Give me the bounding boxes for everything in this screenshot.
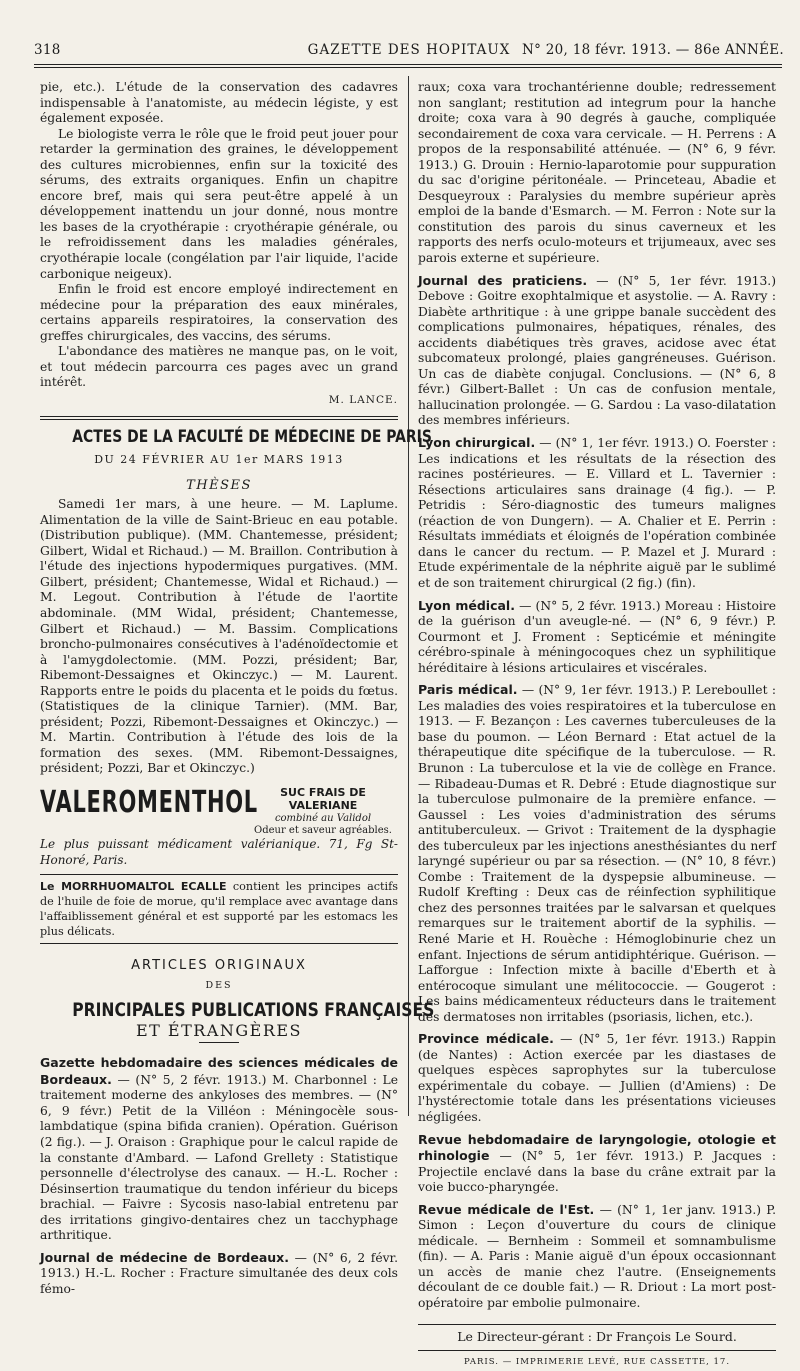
theses-text: Samedi 1er mars, à une heure. — M. Laplume. Alimentation de la ville de Saint-Brieuc en eau potable. (Distribution publique). (MM. Chantemesse, président; Gilbert, Widal et Richaud.) — M. Braillon. Contribution à l'étude des injections hypodermiques purgatives. (MM. Gilbert, président; Chantemesse, Widal et Richaud.) — M. Legout. Contribution à l'étude de l'aortite abdominale. (MM Widal, président; Chantemesse, Gilbert et Richaud.) — M. Bassim. Complications broncho-pulmonaires consécutives à l'adénoïdectomie et à l'amygdolectomie. (MM. Pozzi, président; Bar, Ribemont-Dessaignes et Okinczyc.) — M. Laurent. Rapports entre le poids du placenta et le poids du fœtus. (Statistiques de la clinique Tarnier). (MM. Bar, président; Pozzi, Ribemont-Dessaignes et Okinczyc.) — M. Martin. Contribution à l'étude des lois de la formation des sexes. (MM. Ribemont-Dessaignes, président; Pozzi, Bar et Okinczyc.) (40, 497, 398, 776)
list-item (418, 1202, 776, 1312)
printer-line: PARIS. — IMPRIMERIE LEVÉ, RUE CASSETTE, 17. (418, 1350, 776, 1371)
journal-name: Journal des praticiens. (418, 272, 588, 288)
entry-text: — (N° 5, 2 févr. 1913.) Moreau : Histoire de la guérison d'un aveugle-né. — (N° 6, 9 févr.) P. Courmont et J. Froment : Septicémie et méningite cérébro-spinale à méningocoques chez un syphilitique héréditaire à lésions articulaires et viscérales. (418, 598, 776, 675)
intro-paragraph: Le biologiste verra le rôle que le froid peut jouer pour retarder la germination des graines, le développement des cultures microbiennes, enfin sur la toxicité des sérums, des extraits organiques. Enfin un chapitre encore bref, mais qui sera peut-être appelé à un développement inattendu un jour donné, nous montre les bases de la cryothérapie : cryothérapie générale, ou le refroidissement dans les maladies générales, cryothérapie locale (congélation par l'air liquide, l'acide carbonique neigeux). (40, 126, 398, 281)
list-item (40, 1250, 398, 1298)
theses-heading: THÈSES (186, 477, 252, 493)
entry-text: — (N° 9, 1er févr. 1913.) P. Lereboullet : Les maladies des voies respiratoires et la tuberculose en 1913. — F. Bezançon : Les cavernes tuberculeuses de la base du poumon. — Léon Bernard : Etat actuel de la thérapeutique dite spécifique de la tuberculose. — R. Brunon : La tuberculose et la vie de collège en France. — Ribadeau-Dumas et R. Debré : Etude diagnostique sur la tuberculose pulmonaire de la première enfance. — Gaussel : Les voies d'administration des sérums antituberculeux. — Grivot : Traitement de la dysphagie des tuberculeux par les injections anesthésiantes du nerf laryngé supérieur ou par sa résection. — (N° 10, 8 févr.) Combe : Traitement de la dyspepsie albumineuse. — Rudolf Krefting : Deux cas de réinfection syphilitique chez des personnes traitées par le salvarsan et quelques remarques sur le traitement abortif de la syphilis. — René Marie et H. Rouèche : Hémoglobinurie chez un enfant. Injections de sérum antidiphtérique. Guérison. — Lafforgue : Infection mixte à bacille d'Eberth et à entérocoque simulant une mélitococcie. — Gougerot : Les bains médicamenteux réducteurs dans le traitement des dermatoses non irritables (psoriasis, lichen, etc.). (418, 683, 776, 1024)
morrhuomaltol-ad (40, 874, 398, 944)
list-item (418, 682, 776, 1025)
intro-paragraph: pie, etc.). L'étude de la conservation des cadavres indispensable à l'anatomiste, au médecin légiste, y est également exposée. (40, 80, 398, 126)
header-rule-bottom (34, 67, 782, 68)
entry-text: raux; coxa vara trochantérienne double; redressement non sanglant; restitution ad integrum pour la hanche droite; coxa vara à 90 degrés à gauche, compliquée secondairement de coxa vara cervicale. — H. Perrens : A propos de la responsabilité atténuée. — (N° 6, 9 févr. 1913.) G. Drouin : Hernio-laparotomie pour suppuration du sac d'origine péritonéale. — Princeteau, Abadie et Desqueyroux : Paralysies du membre supérieur après emploi de la bande d'Esmarch. — M. Ferron : Note sur la constitution des parois du sinus caverneux et les rapports des nerfs oculo-moteurs et trijumeaux, avec ses parois externe et supérieure. (418, 80, 776, 266)
ad-side-text (248, 787, 398, 837)
entry-text: — (N° 5, 1er févr. 1913.) P. Jacques : Projectile enclavé dans la base du crâne extrait par la voie bucco-pharyngée. (418, 1149, 776, 1195)
ad-slogan: Le plus puissant médicament valérianique. 71, Fg St-Honoré, Paris. (40, 836, 398, 867)
morrhuo-name: Le MORRHUOMALTOL ECALLE (40, 880, 227, 894)
short-rule (199, 1042, 239, 1043)
journal-name: Lyon chirurgical. (418, 435, 536, 451)
list-item (418, 1031, 776, 1125)
intro-paragraph: Enfin le froid est encore employé indirectement en médecine pour la préparation des eaux minérales, certains appareils respiratoires, la conservation des greffes chirurgicales, des vaccins, des sérums. (40, 282, 398, 343)
left-column (40, 80, 435, 1303)
list-item (418, 598, 776, 677)
ad-line2: combiné au Validol (274, 812, 372, 824)
list-item (418, 1132, 776, 1196)
entry-text: — (N° 1, 1er févr. 1913.) O. Foerster : Les indications et les résultats de la résection des racines postérieures. — E. Villard et L. Tavernier : Résections articulaires sans drainage (4 fig.). — P. Petridis : Séro-diagnostic des tumeurs malignes (réaction de von Dungern). — A. Chalier et E. Perrin : Résultats immédiats et éloignés de l'opération combinée dans le cancer du rectum. — P. Mazel et J. Murard : Etude expérimentale de la néphrite aiguë par le sublimé et de son traitement chirurgical (2 fig.) (fin). (418, 436, 776, 590)
journal-title: GAZETTE DES HOPITAUX (307, 42, 511, 58)
des-label: DES (205, 979, 233, 991)
articles-heading: ARTICLES ORIGINAUX (131, 958, 307, 974)
journal-name: Journal de médecine de Bordeaux. (40, 1249, 289, 1265)
journal-name: Gazette hebdomadaire des sciences médicales de Bordeaux. (40, 1055, 398, 1087)
review-signature: M. LANCE. (328, 393, 398, 406)
morrhuo-text: contient les principes actifs de l'huile de foie de morue, qu'il remplace avec avantage dans l'affaiblissement général et est supporté par les estomacs les plus délicats. (40, 880, 398, 939)
director-line: Le Directeur-gérant : Dr François Le Sourd. (418, 1324, 776, 1345)
etrangeres-title: ET ÉTRANGÈRES (135, 1020, 303, 1040)
entry-text: — (N° 5, 2 févr. 1913.) M. Charbonnel : Le traitement moderne des ankyloses des membres. — (N° 6, 9 févr.) Petit de la Villéon : Méningocèle sous-lambdatique (spina bifida cranien). Opération. Guérison (2 fig.). — J. Oraison : Graphique pour le calcul rapide de la constante d'Ambard. — Lafond Grellety : Statistique personnelle d'électrolyse des canaux. — H.-L. Rocher : Désinsertion traumatique du tendon inférieur du biceps brachial. — Faivre : Sycosis naso-labial entretenu par des irritations gingivo-dentaires chez un tacchyphage arthritique. (40, 1072, 398, 1243)
ad-brand: VALEROMENTHOL (40, 784, 258, 820)
entry-text: — (N° 5, 1er févr. 1913.) Debove : Goitre exophtalmique et asystolie. — A. Ravry : Diabète arthritique : à une grippe banale succèdent des complications pulmonaires, hépatiques, rénales, des accidents diabétiques très graves, acidose avec état subcomateux prolongé, plaies gangréneuses. Guérison. Un cas de diabète conjugal. Conclusions. — (N° 6, 8 févr.) Gilbert-Ballet : Un cas de confusion mentale, hallucination prolongée. — G. Sardou : La vaso-dilatation des membres inférieurs. (418, 273, 776, 428)
journal-name: Lyon médical. (418, 597, 515, 613)
list-item (40, 1055, 398, 1244)
intro-paragraph: L'abondance des matières ne manque pas, on le voit, et tout médecin parcourra ces pages avec un grand intérêt. (40, 344, 398, 390)
page-header (34, 42, 784, 58)
issue-line: N° 20, 18 févr. 1913. — 86e ANNÉE. (521, 42, 784, 58)
entry-text: — (N° 5, 1er févr. 1913.) Rappin (de Nantes) : Action exercée par les diastases de quelques espèces saprophytes sur la tuberculose expérimentale du cobaye. — Jullien (d'Amiens) : De l'hystérectomie totale dans les présentations vicieuses négligées. (418, 1032, 776, 1124)
column-divider (408, 76, 409, 1116)
page-number: 318 (34, 42, 61, 58)
journal-name: Revue hebdomadaire de laryngologie, otologie et rhinologie (418, 1131, 776, 1164)
principales-title: PRINCIPALES PUBLICATIONS FRANÇAISES (72, 999, 435, 1022)
faculty-title: ACTES DE LA FACULTÉ DE MÉDECINE DE PARIS (72, 427, 432, 448)
entry-text: — (N° 1, 1er janv. 1913.) P. Simon : Leçon d'ouverture du cours de clinique médicale. — Bernheim : Sommeil et somnambulisme (fin). — A. Paris : Manie aiguë d'un époux occasionnant un accès de manie chez l'autre. (Enseignements découlant de ce double fait.) — R. Driout : La mort post-opératoire par embolie pulmonaire. (418, 1202, 776, 1311)
journal-name: Paris médical. (418, 682, 518, 698)
faculty-dates: DU 24 FÉVRIER AU 1er MARS 1913 (94, 453, 344, 467)
header-rule-top (34, 64, 782, 65)
list-item (418, 435, 776, 591)
list-item (418, 80, 776, 267)
list-item (418, 273, 776, 429)
right-column (418, 80, 776, 1371)
journal-name: Province médicale. (418, 1031, 554, 1047)
ad-line3: Odeur et saveur agréables. (254, 824, 392, 836)
entry-text: — (N° 6, 2 févr. 1913.) H.-L. Rocher : Fracture simultanée des deux cols fémo- (40, 1250, 398, 1296)
ad-line1: SUC FRAIS DE VALERIANE (280, 785, 366, 812)
section-rule (40, 416, 398, 420)
valeromenthol-ad (40, 783, 398, 868)
journal-name: Revue médicale de l'Est. (418, 1201, 595, 1217)
